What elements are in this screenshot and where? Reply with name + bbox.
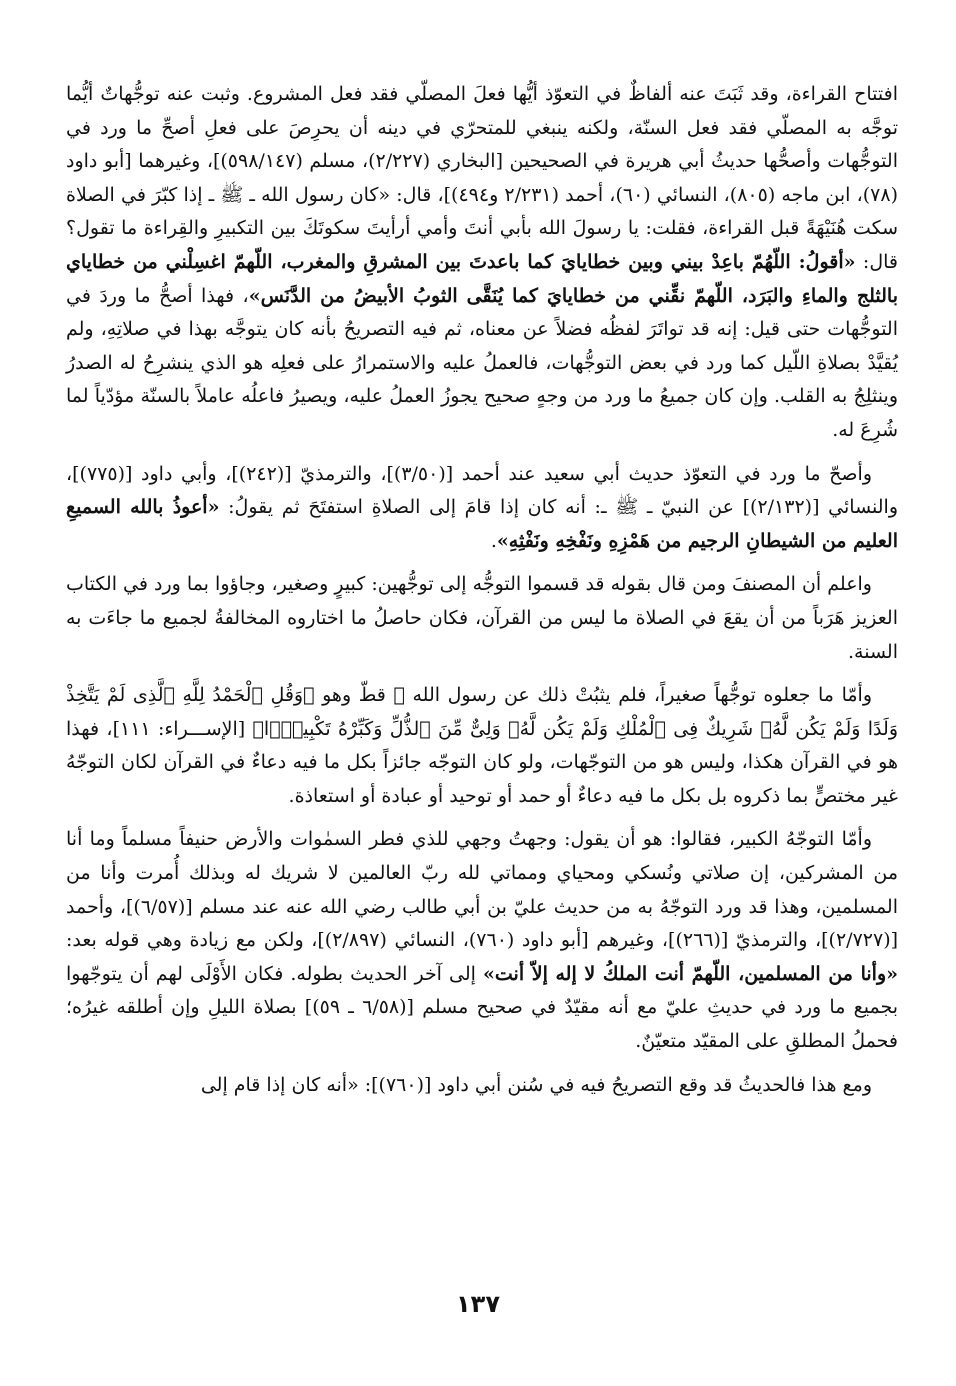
hadith-quote-ali: «وأنا من المسلمين، اللّهمّ أنت الملكُ لا إله إلاّ أنت»	[483, 962, 898, 985]
hadith-quote-taawwudh: «أعوذُ بالله السميعِ العليم من الشيطانِ الرجيم من هَمْزِهِ ونَفْخِهِ ونَفْثِهِ»	[66, 496, 898, 552]
paragraph-4	[66, 679, 898, 813]
paragraph-3-text: واعلم أن المصنفَ ومن قال بقوله قد قسموا التوجُّه إلى توجُّهين: كبيرٍ وصغير، وجاؤوا بما ورد في الكتاب العزيز هَرَباً من أن يقعَ في الصلاة ما ليس من القرآن، فكان حاصلُ ما اختاروه المخالفةُ لجميع ما جاءَت به السنة.	[66, 573, 898, 663]
paragraph-2-text: وأصحّ ما ورد في التعوّذ حديث أبي سعيد عند أحمد [(٣/٥٠)]، والترمذيّ [(٢٤٢)]، وأبي داود [(٧٧٥)]، والنسائي [(٢/١٣٢)] عن النبيّ ـ ﷺ ـ: أنه كان إذا قامَ إلى الصلاةِ استفتَحَ ثم يقولُ:	[66, 462, 898, 519]
paragraph-2-text-end: .	[490, 529, 497, 552]
page-body	[66, 78, 898, 1112]
paragraph-2	[66, 458, 898, 559]
paragraph-6	[66, 1069, 898, 1103]
page-number: ١٣٧	[456, 1290, 500, 1318]
paragraph-1-text-continued: ، فهذا أصحُّ ما وردَ في التوجُّهات حتى قيل: إنه قد تواتَرَ لفظُه فضلاً عن معناه، ثم فيه التصريحُ بأنه كان يتوجَّه بهذا في صلاتِهِ، ولم يُقيَّدْ بصلاةِ اللّيل كما ورد في بعض التوجُّهات، فالعملُ عليه والاستمرارُ على فعلِه هو الذي ينشرِحُ له الصدرُ وينثلِجُ به القلب. وإن كان جميعُ ما ورد من وجهٍ صحيح يجوزُ العملُ عليه، ويصيرُ فاعلُه عاملاً بالسنّة مؤدّياً لما شُرِعَ له.	[66, 284, 898, 441]
paragraph-5	[66, 823, 898, 1058]
hadith-quote-istiftah: «أقولُ: اللّهُمّ باعِدْ بيني وبين خطايايَ كما باعدتَ بين المشرقِ والمغرب، اللّهمّ اغسِلْني من خطاياي بالثلج والماءِ والبَرَد، اللّهمّ نقِّني من خطايايَ كما يُنَقَّى الثوبُ الأبيضُ من الدَّنَس»	[66, 250, 899, 307]
paragraph-3	[66, 568, 898, 669]
paragraph-5-text: وأمّا التوجّهُ الكبير، فقالوا: هو أن يقول: وجهتُ وجهي للذي فطر السمٰوات والأرض حنيفاً مسلماً وما أنا من المشركين، إن صلاتي ونُسكي ومحياي ومماتي لله ربّ العالمين لا شريك له وبذلك أُمرت وأنا من المسلمين، وهذا قد ورد التوجّهُ به من حديث عليّ بن أبي طالب رضي الله عنه عند مسلم [(٦/٥٧)]، وأحمد [(٢/٧٢٧)]، والترمذيّ [(٢٦٦)]، وغيرهم [أبو داود (٧٦٠)، النسائي (٢/٨٩٧)]، ولكن مع زيادة وهي قوله بعد:	[66, 828, 899, 952]
paragraph-6-text: ومع هذا فالحديثُ قد وقع التصريحُ فيه في سُنن أبي داود [(٧٦٠)]: «أنه كان إذا قام إلى	[200, 1073, 872, 1096]
paragraph-1-text: افتتاح القراءة، وقد ثَبَتَ عنه ألفاظٌ في التعوّذ أيُّها فعلَ المصلّي فقد فعل المشروع. وثبت عنه توجُّهاتٌ أيُّما توجَّه به المصلّي فقد فعل السنّة، ولكنه ينبغي للمتحرّي في دينه أن يحرِصَ على فعلِ أصحِّ ما ورد في التوجُّهات وأصحُّها حديثُ أبي هريرة في الصحيحين [البخاري (٢/٢٢٧)، مسلم (٥٩٨/١٤٧)]، وغيرهما [أبو داود (٧٨)، ابن ماجه (٨٠٥)، النسائي (٦٠)، أحمد (٢/٢٣١ و٤٩٤)]، قال: «كان رسول الله ـ ﷺ ـ إذا كبّرَ في الصلاة سكت هُنَيْهَةً قبل القراءة، فقلت: يا رسولَ الله بأبي أنتَ وأمي أرأيتَ سكوتَكَ بين التكبيرِ والقِراءة ما تقول؟ قال:	[66, 83, 898, 273]
paragraph-5-text-continued: إلى آخر الحديث بطوله. فكان الأَوْلَى لهم أن يتوجّهوا بجميع ما ورد في حديثِ عليّ مع أنه مقيّدٌ في صحيح مسلم [(٦/٥٨ ـ ٥٩)] بصلاة الليلِ وإن أطلقه غيرُه؛ فحملُ المطلقِ على المقيّد متعيّنٌ.	[66, 962, 898, 1053]
paragraph-1	[66, 78, 898, 448]
paragraph-4-text: وأمّا ما جعلوه توجُّهاً صغيراً، فلم يثبُتْ ذلك عن رسول الله ﷺ قطّ وهو ﴿وَقُلِ ٱلْحَمْدُ لِلَّهِ ٱلَّذِى لَمْ يَتَّخِذْ وَلَدًا وَلَمْ يَكُن لَّهُۥ شَرِيكٌ فِى ٱلْمُلْكِ وَلَمْ يَكُن لَّهُۥ وَلِىٌّ مِّنَ ٱلذُّلِّ وَكَبِّرْهُ تَكْبِيرًۢا﴾ [الإســـراء: ١١١]، فهذا هو في القرآن هكذا، وليس هو من التوجّهات، ولو كان التوجّه جائزاً بكل ما فيه دعاءٌ في القرآن لكان التوجّهُ غير مختصٍّ بما ذكروه بل بكل ما فيه دعاءٌ أو حمد أو توحيد أو عبادة أو استعاذة.	[66, 684, 898, 807]
